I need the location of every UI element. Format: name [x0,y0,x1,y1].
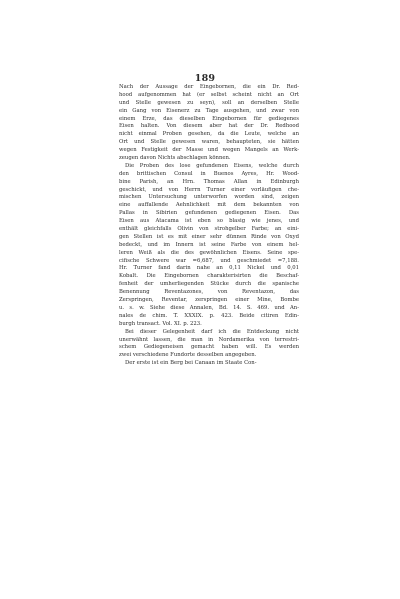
text-line: mischen Untersuchung unterworfen worden sind, zeigen [119,194,299,201]
text-line: Eisen halten. Von diesem aber hat der Dr. Redhood [119,123,299,130]
text-line: Nach der Aussage der Eingebornen, die ein Dr. Red- [119,84,299,90]
text-line: Hr. Turner fand darin nahe an 0,11 Nickel und 0,01 [119,265,299,272]
text-line: ein Gang von Eisenerz zu Tage ausgehen, und zwar von [119,107,299,114]
text-line: nicht einmal Proben gesehen, da die Leute, welche an [119,131,299,138]
text-line: burgh transact. Vol. XI. p. 223. [119,320,202,327]
text-line: bedeckt, und im Innern ist seine Farbe von einem hel- [119,241,299,248]
text-line: eine auffallende Aehnlichkeit mit dem bekannten von [119,202,299,209]
text-line: Der erste ist ein Berg bei Canaan im Staate Con- [125,360,257,367]
text-line: nales de chim. T. XXXIX. p. 423. Beide citiren Edin- [119,312,299,319]
text-line: fenheit der umherliegenden Stücke durch die spanische [119,281,299,288]
text-line: zeugen davon Nichts abschlagen können. [119,155,231,162]
text-line: cifische Schwere war =6,687, und geschmiedet =7,188. [119,257,299,264]
text-line: hood aufgenommen hat (er selbst scheint nicht an Ort [119,91,299,98]
text-line: schem Gediegeneisen gemacht haben will. Es werden [119,344,299,351]
text-line: geschickt, und von Herrn Turner einer vorläufigen che- [119,186,299,193]
text-line: leren Weiß als die des gewöhnlichen Eisens. Seine spe- [119,249,299,256]
text-line: Zerspringen, Reventar, zerspringen einer Mine, Bombe [119,297,299,304]
text-line: Pallas in Sibirien gefundenen gediegenen Eisen. Das [119,210,299,217]
text-line: Eisen aus Atacama ist eben so blasig wie jenes, und [119,218,299,225]
body-text [119,84,299,368]
text-line: Benennung Reventazones, von Reventazon, das [119,289,299,296]
paragraph [119,84,299,163]
text-line: unerwähnt lassen, die man in Nordamerika von terrestri- [119,336,299,343]
text-line: zwei verschiedene Fundorte desselben angegeben. [119,352,257,359]
paragraph [119,329,299,361]
text-line: u. s. w. Siehe diese Annalen, Bd. 14. S. 469. und An- [119,304,299,311]
text-line: den brittischen Consul in Buenos Ayres, Hr. Wood- [119,170,299,177]
text-line: bine Parish, an Hrn. Thomas Allan in Edinburgh [119,178,299,185]
text-line: Ort und Stelle gewesen waren, behaupteten, sie hätten [119,139,299,146]
text-line: gen Stellen ist es mit einer sehr dünnen Rinde von Oxyd [119,233,299,240]
page-number: 189 [194,73,216,84]
text-line: Bei dieser Gelegenheit darf ich die Entdeckung nicht [125,328,299,335]
text-line: einem Erze, das dieselben Eingebornen für gediegenes [119,115,299,122]
text-line: Die Proben des lose gefundenen Eisens, welche durch [125,162,299,169]
paragraph [119,360,299,368]
text-line: wegen Festigkeit der Masse und wegen Mangels an Werk- [119,147,299,154]
text-line: und Stelle gewesen zu seyn), soll an derselben Stelle [119,99,299,106]
text-line: Kobalt. Die Eingebornen charakterisirten die Beschaf- [119,273,299,280]
paragraph [119,163,299,329]
text-line: enthält gleichfalls Olivin von strohgelber Farbe; an eini- [119,226,299,233]
